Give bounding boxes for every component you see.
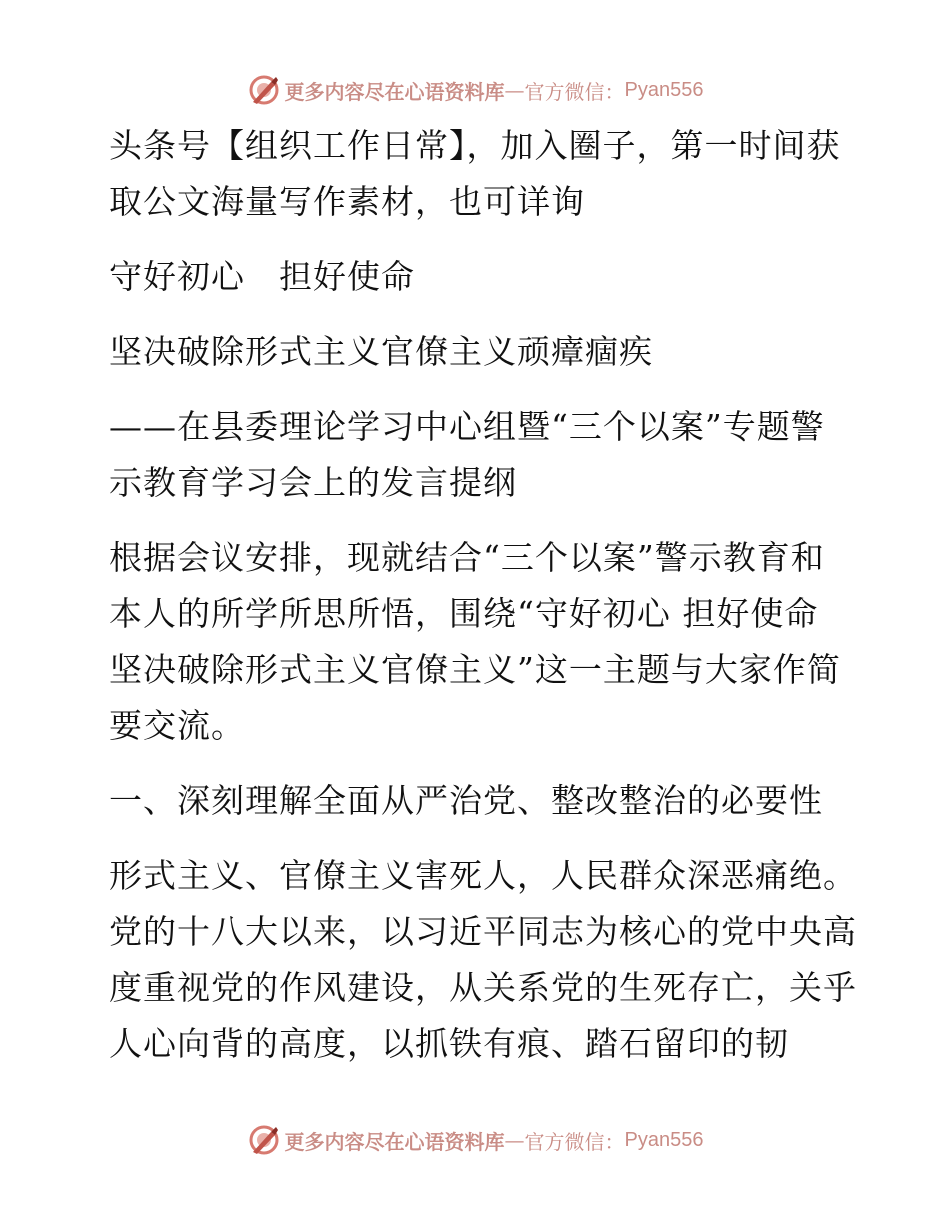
pen-seal-logo-icon: [247, 1123, 281, 1157]
watermark-contact-label: 官方微信：: [524, 1129, 625, 1154]
header-watermark-banner: [0, 70, 950, 110]
subtitle: ——在县委理论学习中心组暨“三个以案”专题警示教育学习会上的发言提纲: [109, 407, 825, 502]
section-1-paragraph: 形式主义、官僚主义害死人，人民群众深恶痛绝。党的十八大以来，以习近平同志为核心的党中央高度重视党的作风建设，从关系党的生死存亡，关乎人心向背的高度，以抓铁有痕、踏石留印的韧: [109, 856, 857, 1063]
intro-paragraph: 根据会议安排，现就结合“三个以案”警示教育和本人的所学所思所悟，围绕“守好初心 担好使命 坚决破除形式主义官僚主义”这一主题与大家作简要交流。: [109, 538, 841, 745]
pen-seal-logo-icon: [247, 73, 281, 107]
watermark-wechat-id: Pyan556: [624, 1128, 704, 1151]
watermark-wechat-id: Pyan556: [624, 78, 704, 101]
watermark-separator: —: [504, 78, 525, 102]
promo-paragraph: 头条号【组织工作日常】，加入圈子，第一时间获取公文海量写作素材，也可详询: [109, 126, 841, 221]
title-line-1: 守好初心 担好使命: [109, 257, 415, 296]
watermark-contact-label: 官方微信：: [524, 79, 625, 104]
footer-watermark-banner: [0, 1120, 950, 1160]
watermark-text: 更多内容尽在心语资料库: [284, 1129, 505, 1154]
title-line-2: 坚决破除形式主义官僚主义顽瘴痼疾: [109, 332, 653, 371]
section-1-heading: 一、深刻理解全面从严治党、整改整治的必要性: [109, 781, 823, 820]
document-body: [97, 118, 857, 1091]
watermark-separator: —: [504, 1128, 525, 1152]
watermark-text: 更多内容尽在心语资料库: [284, 79, 505, 104]
